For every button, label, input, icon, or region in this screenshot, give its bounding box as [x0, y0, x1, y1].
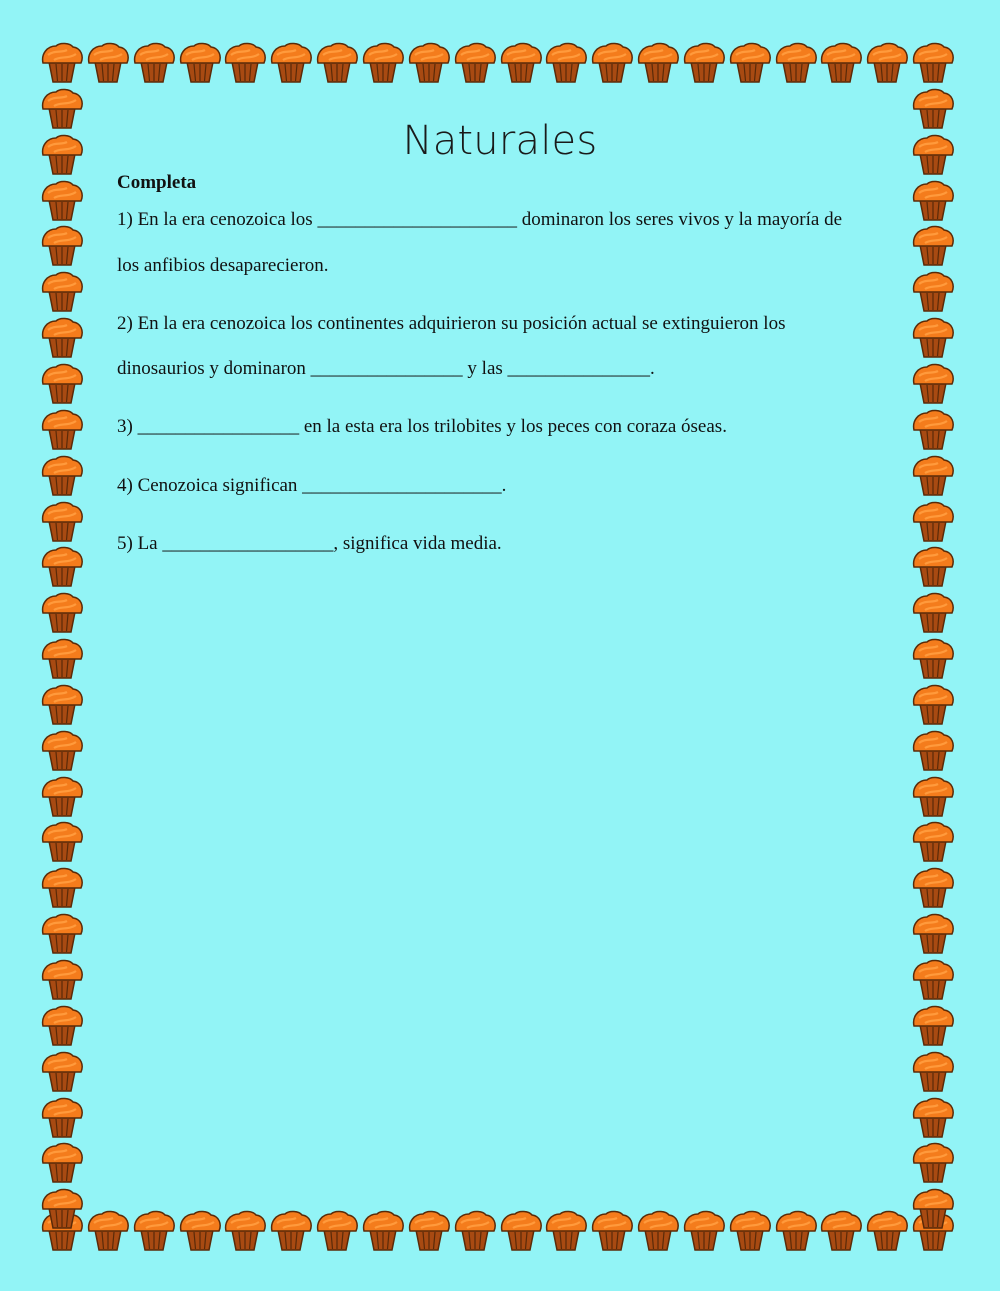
muffin-icon	[819, 40, 863, 84]
muffin-icon	[132, 40, 176, 84]
muffin-icon	[728, 40, 772, 84]
muffin-icon	[86, 40, 130, 84]
muffin-icon	[40, 957, 84, 1001]
muffin-icon	[911, 499, 955, 543]
muffin-icon	[269, 1208, 313, 1252]
muffin-icon	[40, 774, 84, 818]
muffin-icon	[40, 819, 84, 863]
muffin-icon	[40, 315, 84, 359]
muffin-icon	[40, 499, 84, 543]
question-2-line-2: dinosaurios y dominaron ________________ y las _______________.	[117, 358, 655, 379]
question-5: 5) La __________________, significa vida media.	[117, 533, 502, 554]
muffin-icon	[40, 1186, 84, 1230]
muffin-icon	[40, 223, 84, 267]
muffin-icon	[40, 911, 84, 955]
muffin-icon	[911, 315, 955, 359]
muffin-icon	[223, 1208, 267, 1252]
muffin-icon	[453, 1208, 497, 1252]
muffin-icon	[911, 1049, 955, 1093]
instruction-heading: Completa	[117, 172, 197, 193]
question-2-line-1: 2) En la era cenozoica los continentes adquirieron su posición actual se extinguieron los	[117, 313, 786, 334]
muffin-icon	[911, 40, 955, 84]
muffin-icon	[911, 590, 955, 634]
muffin-icon	[361, 1208, 405, 1252]
question-3: 3) _________________ en la esta era los trilobites y los peces con coraza óseas.	[117, 416, 727, 437]
muffin-icon	[40, 453, 84, 497]
question-4: 4) Cenozoica significan _____________________.	[117, 475, 507, 496]
muffin-icon	[774, 1208, 818, 1252]
muffin-icon	[178, 1208, 222, 1252]
muffin-icon	[911, 865, 955, 909]
muffin-icon	[911, 636, 955, 680]
muffin-icon	[315, 1208, 359, 1252]
muffin-icon	[911, 178, 955, 222]
muffin-icon	[407, 1208, 451, 1252]
muffin-icon	[361, 40, 405, 84]
muffin-icon	[911, 957, 955, 1001]
muffin-icon	[911, 269, 955, 313]
muffin-icon	[774, 40, 818, 84]
muffin-icon	[40, 1095, 84, 1139]
muffin-icon	[40, 682, 84, 726]
question-1-line-2: los anfibios desaparecieron.	[117, 255, 329, 276]
muffin-icon	[453, 40, 497, 84]
muffin-icon	[315, 40, 359, 84]
muffin-icon	[728, 1208, 772, 1252]
muffin-icon	[40, 407, 84, 451]
muffin-icon	[499, 1208, 543, 1252]
muffin-icon	[636, 40, 680, 84]
muffin-icon	[40, 590, 84, 634]
muffin-icon	[40, 636, 84, 680]
muffin-icon	[911, 1095, 955, 1139]
muffin-icon	[544, 1208, 588, 1252]
muffin-icon	[40, 728, 84, 772]
muffin-icon	[499, 40, 543, 84]
muffin-icon	[636, 1208, 680, 1252]
muffin-icon	[911, 1140, 955, 1184]
page-title: Naturales	[402, 118, 598, 164]
muffin-icon	[269, 40, 313, 84]
muffin-icon	[911, 223, 955, 267]
muffin-icon	[40, 40, 84, 84]
muffin-icon	[407, 40, 451, 84]
muffin-icon	[40, 544, 84, 588]
muffin-icon	[911, 1003, 955, 1047]
muffin-icon	[40, 178, 84, 222]
muffin-icon	[40, 1049, 84, 1093]
question-1-line-1: 1) En la era cenozoica los _____________________ dominaron los seres vivos y la mayoría de	[117, 209, 842, 230]
muffin-icon	[682, 1208, 726, 1252]
muffin-icon	[911, 819, 955, 863]
muffin-icon	[819, 1208, 863, 1252]
muffin-icon	[911, 682, 955, 726]
muffin-icon	[911, 544, 955, 588]
muffin-icon	[911, 774, 955, 818]
muffin-icon	[865, 1208, 909, 1252]
muffin-icon	[40, 865, 84, 909]
muffin-icon	[590, 1208, 634, 1252]
muffin-icon	[682, 40, 726, 84]
muffin-icon	[132, 1208, 176, 1252]
muffin-icon	[178, 40, 222, 84]
muffin-icon	[40, 1140, 84, 1184]
muffin-icon	[911, 453, 955, 497]
muffin-icon	[911, 911, 955, 955]
muffin-icon	[86, 1208, 130, 1252]
muffin-icon	[911, 1186, 955, 1230]
muffin-icon	[590, 40, 634, 84]
muffin-icon	[40, 269, 84, 313]
muffin-icon	[911, 407, 955, 451]
muffin-icon	[40, 361, 84, 405]
muffin-icon	[865, 40, 909, 84]
muffin-icon	[223, 40, 267, 84]
muffin-icon	[40, 1003, 84, 1047]
muffin-icon	[911, 728, 955, 772]
muffin-icon	[911, 361, 955, 405]
muffin-icon	[544, 40, 588, 84]
